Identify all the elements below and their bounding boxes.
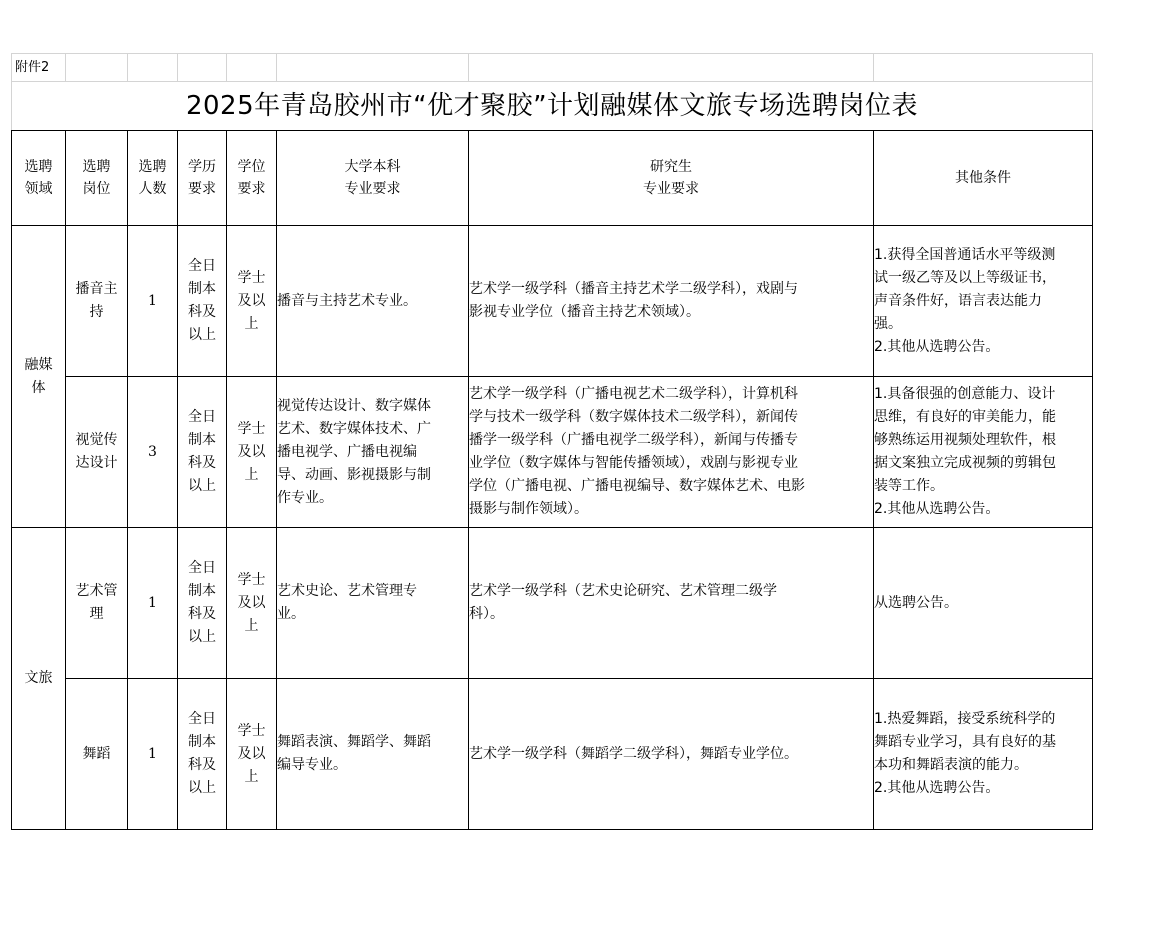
undergrad-cell: 播音与主持艺术专业。 (277, 226, 469, 377)
title-row (12, 82, 1093, 131)
degree-cell: 学士 及以 上 (227, 377, 277, 528)
other-cell: 从选聘公告。 (874, 528, 1093, 679)
other-cell: 1.热爱舞蹈，接受系统科学的 舞蹈专业学习，具有良好的基 本功和舞蹈表演的能力。 2.其他从选聘公告。 (874, 679, 1093, 830)
attachment-row (12, 54, 1093, 82)
graduate-cell: 艺术学一级学科（舞蹈学二级学科），舞蹈专业学位。 (469, 679, 874, 830)
other-cell: 1.具备很强的创意能力、设计 思维，有良好的审美能力，能 够熟练运用视频处理软件，根 据文案独立完成视频的剪辑包 装等工作。 2.其他从选聘公告。 (874, 377, 1093, 528)
education-cell: 全日 制本 科及 以上 (178, 377, 227, 528)
graduate-cell: 艺术学一级学科（广播电视艺术二级学科），计算机科 学与技术一级学科（数字媒体技术二级学科），新闻传 播学一级学科（广播电视学二级学科），新闻与传播专 业学位（数字媒体与智能传播领域），戏剧与影视专业 学位（广播电视、广播电视编导、数字媒体艺术、电影 摄影与制作领域）。 (469, 377, 874, 528)
count-cell: 3 (128, 377, 178, 528)
header-field: 选聘 领域 (12, 131, 66, 226)
count-cell: 1 (128, 679, 178, 830)
degree-cell: 学士 及以 上 (227, 528, 277, 679)
recruitment-table (11, 53, 1093, 830)
graduate-cell: 艺术学一级学科（播音主持艺术学二级学科），戏剧与 影视专业学位（播音主持艺术领域）。 (469, 226, 874, 377)
other-cell: 1.获得全国普通话水平等级测 试一级乙等及以上等级证书， 声音条件好，语言表达能力 强。 2.其他从选聘公告。 (874, 226, 1093, 377)
position-cell: 舞蹈 (66, 679, 128, 830)
count-cell: 1 (128, 528, 178, 679)
count-cell: 1 (128, 226, 178, 377)
header-degree: 学位 要求 (227, 131, 277, 226)
undergrad-cell: 视觉传达设计、数字媒体 艺术、数字媒体技术、广 播电视学、广播电视编 导、动画、影视摄影与制 作专业。 (277, 377, 469, 528)
header-row (12, 131, 1093, 226)
table-row (12, 528, 1093, 679)
field-cell-culture: 文旅 (12, 528, 66, 830)
header-count: 选聘 人数 (128, 131, 178, 226)
page-title: 2025年青岛胶州市“优才聚胶”计划融媒体文旅专场选聘岗位表 (12, 82, 1093, 131)
table-row (12, 377, 1093, 528)
table-row (12, 679, 1093, 830)
undergrad-cell: 舞蹈表演、舞蹈学、舞蹈 编导专业。 (277, 679, 469, 830)
degree-cell: 学士 及以 上 (227, 679, 277, 830)
position-cell: 视觉传 达设计 (66, 377, 128, 528)
education-cell: 全日 制本 科及 以上 (178, 528, 227, 679)
header-position: 选聘 岗位 (66, 131, 128, 226)
undergrad-cell: 艺术史论、艺术管理专 业。 (277, 528, 469, 679)
header-other: 其他条件 (874, 131, 1093, 226)
header-graduate: 研究生 专业要求 (469, 131, 874, 226)
position-cell: 播音主 持 (66, 226, 128, 377)
education-cell: 全日 制本 科及 以上 (178, 226, 227, 377)
position-cell: 艺术管 理 (66, 528, 128, 679)
header-undergrad: 大学本科 专业要求 (277, 131, 469, 226)
field-cell-media: 融媒 体 (12, 226, 66, 528)
education-cell: 全日 制本 科及 以上 (178, 679, 227, 830)
degree-cell: 学士 及以 上 (227, 226, 277, 377)
table-row (12, 226, 1093, 377)
graduate-cell: 艺术学一级学科（艺术史论研究、艺术管理二级学 科）。 (469, 528, 874, 679)
attachment-label: 附件2 (12, 54, 66, 82)
header-education: 学历 要求 (178, 131, 227, 226)
